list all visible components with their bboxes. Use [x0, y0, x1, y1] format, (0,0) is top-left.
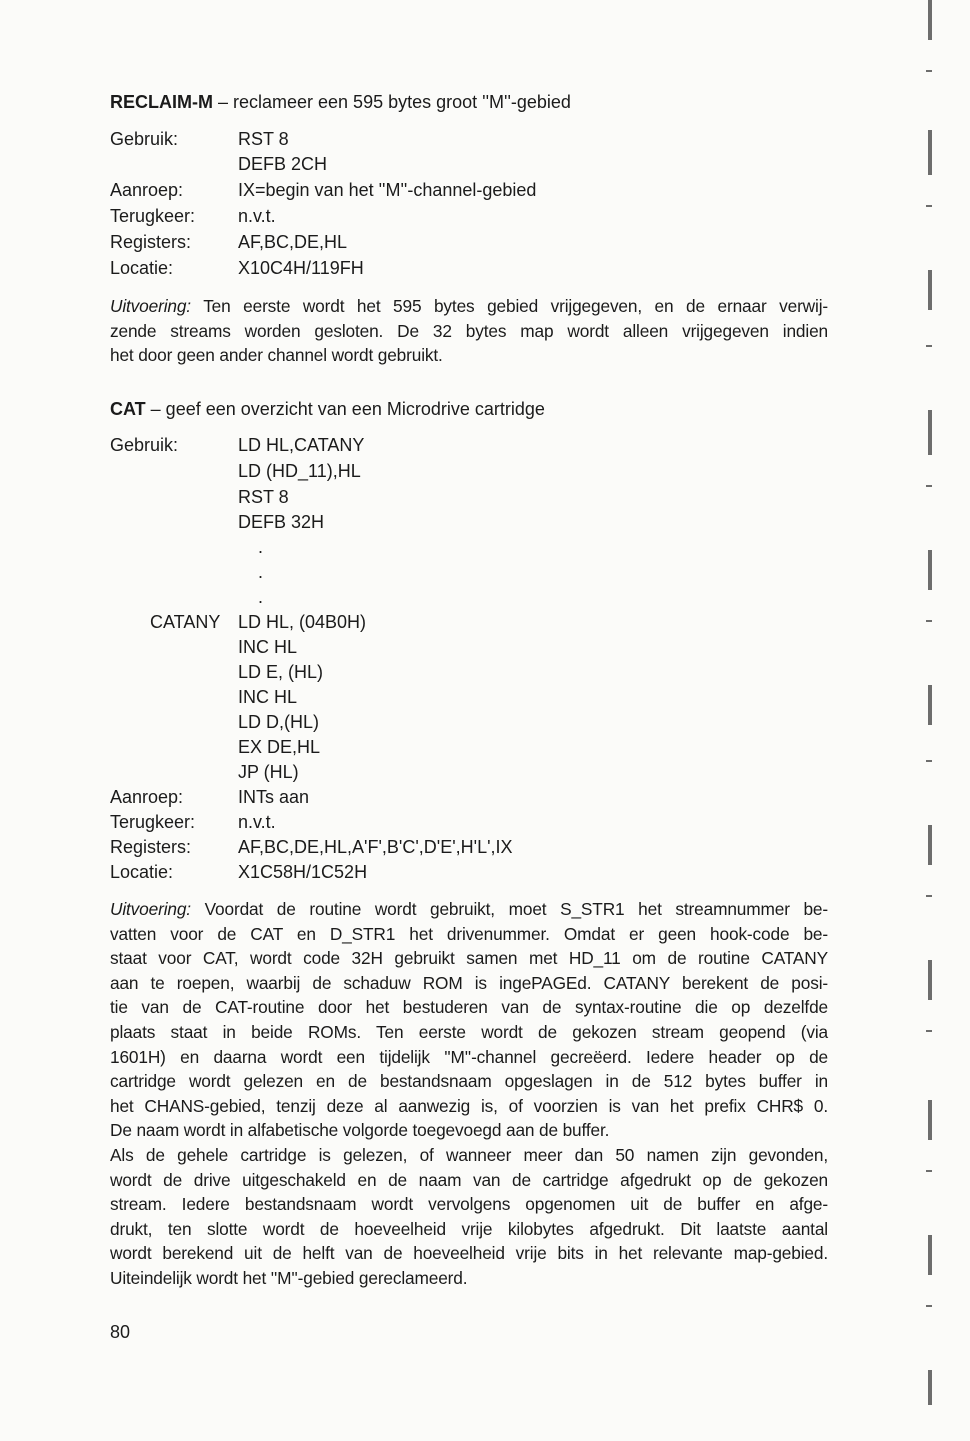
- code-label: CATANY: [150, 612, 221, 632]
- row-label: Registers:: [110, 837, 192, 857]
- cat-title-rest: – geef een overzicht van een Microdrive cartridge: [145, 399, 545, 419]
- code-line: LD E, (HL): [238, 662, 324, 682]
- paragraph-line: vatten voor de CAT en D_STR1 het drivenummer. Omdat er geen hook-code be-: [110, 923, 828, 944]
- ellipsis-dot: .: [258, 562, 264, 582]
- cat-uitvoering: [110, 897, 828, 1291]
- row-label: Gebruik:: [110, 435, 179, 455]
- paragraph-line: staat voor CAT, wordt code 32H gebruikt samen met HD_11 om de routine CATANY: [110, 948, 828, 969]
- paragraph-line: 1601H) en daarna wordt een tijdelijk ''M''-channel gecreëerd. Iedere header op de: [110, 1046, 828, 1067]
- cat-heading: [110, 397, 545, 421]
- row-value: DEFB 2CH: [238, 154, 328, 174]
- row-label: Aanroep:: [110, 787, 184, 807]
- paragraph-line: Ten eerste wordt het 595 bytes gebied vrijgegeven, en de ernaar verwij-: [190, 296, 828, 316]
- row-value: X10C4H/119FH: [238, 258, 364, 278]
- row-value: AF,BC,DE,HL,A'F',B'C',D'E',H'L',IX: [238, 837, 513, 857]
- paragraph-line: Als de gehele cartridge is gelezen, of wanneer meer dan 50 namen zijn gevonden,: [110, 1144, 828, 1165]
- paragraph-line: wordt berekend uit de helft van de hoeveelheid vrije bits in het relevante map-gebied.: [110, 1243, 828, 1264]
- paragraph-line: wordt de drive uitgeschakeld en de naam van de cartridge afgedrukt op de gekozen: [110, 1169, 828, 1190]
- cat-title: CAT: [110, 399, 146, 419]
- paragraph-line: stream. Iedere bestandsnaam wordt vervolgens opgenomen uit de buffer en afge-: [110, 1194, 828, 1215]
- code-line: LD (HD_11),HL: [238, 461, 361, 481]
- reclaim-title: RECLAIM-M: [110, 92, 213, 112]
- code-line: INC HL: [238, 637, 298, 657]
- code-line: JP (HL): [238, 762, 299, 782]
- row-label: Gebruik:: [110, 129, 179, 149]
- paragraph-line: het door geen ander channel wordt gebruikt.: [110, 345, 443, 366]
- row-value: RST 8: [238, 129, 289, 149]
- ellipsis-dot: .: [258, 537, 264, 557]
- paragraph-line: zende streams worden gesloten. De 32 bytes map wordt alleen vrijgegeven indien: [110, 320, 828, 341]
- code-line: DEFB 32H: [238, 512, 325, 532]
- paragraph-line: De naam wordt in alfabetische volgorde toegevoegd aan de buffer.: [110, 1120, 610, 1141]
- code-line: RST 8: [238, 487, 289, 507]
- paragraph-line: tie van de CAT-routine door het bestuderen van de syntax-routine die op dezelfde: [110, 997, 828, 1018]
- paragraph-line: drukt, ten slotte wordt de hoeveelheid vrije kilobytes afgedrukt. Dit laatste aantal: [110, 1218, 828, 1239]
- uitvoering-label: Uitvoering:: [110, 899, 191, 919]
- paragraph-line: het CHANS-gebied, tenzij deze al aanwezig is, of voorzien is van het prefix CHR$ 0.: [110, 1095, 828, 1116]
- paragraph-line: aan te roepen, waarbij de schaduw ROM is ingePAGEd. CATANY berekent de posi-: [110, 972, 828, 993]
- paragraph-line: Voordat de routine wordt gebruikt, moet S_STR1 het streamnummer be-: [190, 899, 828, 919]
- row-value: IX=begin van het ''M''-channel-gebied: [238, 180, 537, 200]
- row-value: n.v.t.: [238, 812, 276, 832]
- code-line: INC HL: [238, 687, 298, 707]
- row-label: Terugkeer:: [110, 812, 196, 832]
- row-label: Terugkeer:: [110, 206, 196, 226]
- code-line: LD HL, (04B0H): [238, 612, 367, 632]
- reclaim-uitvoering: [110, 294, 828, 368]
- reclaim-heading: [110, 90, 571, 114]
- uitvoering-label: Uitvoering:: [110, 296, 191, 316]
- paragraph-line: Uiteindelijk wordt het ''M''-gebied gereclameerd.: [110, 1267, 468, 1288]
- page-number: 80: [110, 1322, 131, 1342]
- code-line: LD D,(HL): [238, 712, 320, 732]
- row-value: INTs aan: [238, 787, 310, 807]
- row-label: Locatie:: [110, 862, 174, 882]
- ellipsis-dot: .: [258, 587, 264, 607]
- row-label: Aanroep:: [110, 180, 184, 200]
- code-line: LD HL,CATANY: [238, 435, 365, 455]
- paragraph-line: cartridge wordt gelezen en de bestandsnaam opgeslagen in de 512 bytes buffer in: [110, 1071, 828, 1092]
- reclaim-title-rest: – reclameer een 595 bytes groot ''M''-gebied: [212, 92, 571, 112]
- paragraph-line: plaats staat in beide ROMs. Ten eerste wordt de gekozen stream geopend (via: [110, 1021, 828, 1042]
- row-label: Registers:: [110, 232, 192, 252]
- row-label: Locatie:: [110, 258, 174, 278]
- row-value: AF,BC,DE,HL: [238, 232, 348, 252]
- code-line: EX DE,HL: [238, 737, 321, 757]
- row-value: n.v.t.: [238, 206, 276, 226]
- row-value: X1C58H/1C52H: [238, 862, 368, 882]
